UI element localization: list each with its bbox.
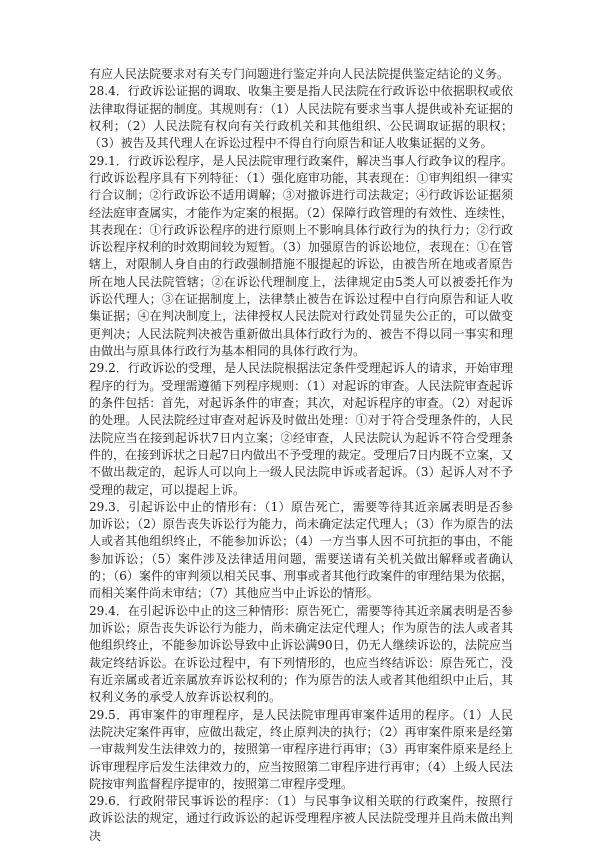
paragraph-29-1: 29.1．行政诉讼程序，是人民法院审理行政案件，解决当事人行政争议的程序。行政诉讼程序具有下列特征：（1）强化庭审功能，其表现在：①审判组织一律实行合议制；②行政诉讼不适用调解；③对撤诉进行司法裁定；④行政诉讼证据须经法庭审查属实，才能作为定案的根据。（2）保障行政管理的有效性、连续性，其表现在：①行政诉讼程序的进行原则上不影响具体行政行为的执行力；②行政诉讼程序权利的时效期间较为短暂。（3）加强原告的诉讼地位，表现在：①在管辖上，对限制人身自由的行政强制措施不服提起的诉讼，由被告所在地或者原告所在地人民法院管辖；②在诉讼代理制度上，法律规定由5类人可以被委托作为诉讼代理人；③在证据制度上，法律禁止被告在诉讼过程中自行向原告和证人收集证据；④在判决制度上，法律授权人民法院对行政处罚显失公正的，可以做变更判决；人民法院判决被告重新做出具体行政行为的、被告不得以同一事实和理由做出与原具体行政行为基本相同的具体行政行为。 — [89, 153, 513, 358]
paragraph-29-2: 29.2．行政诉讼的受理，是人民法院根据法定条件受理起诉人的请求，开始审理程序的行为。受理需遵循下列程序规则：（1）对起诉的审查。人民法院审查起诉的条件包括：首先，对起诉条件的审查；其次，对起诉程序的审查。（2）对起诉的处理。人民法院经过审查对起诉及时做出处理：①对于符合受理条件的，人民法院应当在接到起诉状7日内立案；②经审查，人民法院认为起诉不符合受理条件的，在接到诉状之日起7日内做出不予受理的裁定。受理后7日内既不立案，又不做出裁定的，起诉人可以向上一级人民法院申诉或者起诉。（3）起诉人对不予受理的裁定，可以提起上诉。 — [89, 361, 513, 497]
paragraph-continuation: 有应人民法院要求对有关专门问题进行鉴定并向人民法院提供鉴定结论的义务。 — [89, 67, 510, 81]
paragraph-29-4: 29.4．在引起诉讼中止的这三种情形：原告死亡，需要等待其近亲属表明是否参加诉讼；原告丧失诉讼行为能力，尚未确定法定代理人；作为原告的法人或者其他组织终止，不能参加诉讼导致中止诉讼满90日，仍无人继续诉讼的，法院应当裁定终结诉讼。在诉讼过程中，有下列情形的，也应当终结诉讼：原告死亡，没有近亲属或者近亲属放弃诉讼权利的；作为原告的法人或者其他组织中止后，其权利义务的承受人放弃诉讼权利的。 — [89, 603, 513, 705]
paragraph-28-4: 28.4．行政诉讼证据的调取、收集主要是指人民法院在行政诉讼中依据职权或依法律取得证据的制度。其规则有：（1）人民法院有要求当事人提供或补充证据的权利；（2）人民法院有权向有关行政机关和其他组织、公民调取证据的职权；（3）被告及其代理人在诉讼过程中不得自行向原告和证人收集证据的义务。 — [89, 84, 513, 151]
document-page — [89, 66, 513, 845]
paragraph-29-6: 29.6．行政附带民事诉讼的程序：（1）与民事争议相关联的行政案件，按照行政诉讼法的规定，通过行政诉讼的起诉受理程序被人民法院受理并且尚未做出判决 — [89, 794, 513, 843]
paragraph-29-5: 29.5．再审案件的审理程序，是人民法院审理再审案件适用的程序。（1）人民法院决定案件再审，应做出裁定，终止原判决的执行；（2）再审案件原来是经第一审裁判发生法律效力的，按照第一审程序进行再审；（3）再审案件原来是经上诉审理程序后发生法律效力的，应当按照第二审程序进行再审；（4）上级人民法院按审判监督程序提审的，按照第二审程序受理。 — [89, 707, 513, 791]
paragraph-29-3: 29.3．引起诉讼中止的情形有：（1）原告死亡，需要等待其近亲属表明是否参加诉讼；（2）原告丧失诉讼行为能力，尚未确定法定代理人；（3）作为原告的法人或者其他组织终止，不能参加诉讼；（4）一方当事人因不可抗拒的事由，不能参加诉讼；（5）案件涉及法律适用问题，需要送请有关机关做出解释或者确认的；（6）案件的审判须以相关民事、刑事或者其他行政案件的审理结果为依据，而相关案件尚未审结；（7）其他应当中止诉讼的情形。 — [89, 499, 513, 601]
